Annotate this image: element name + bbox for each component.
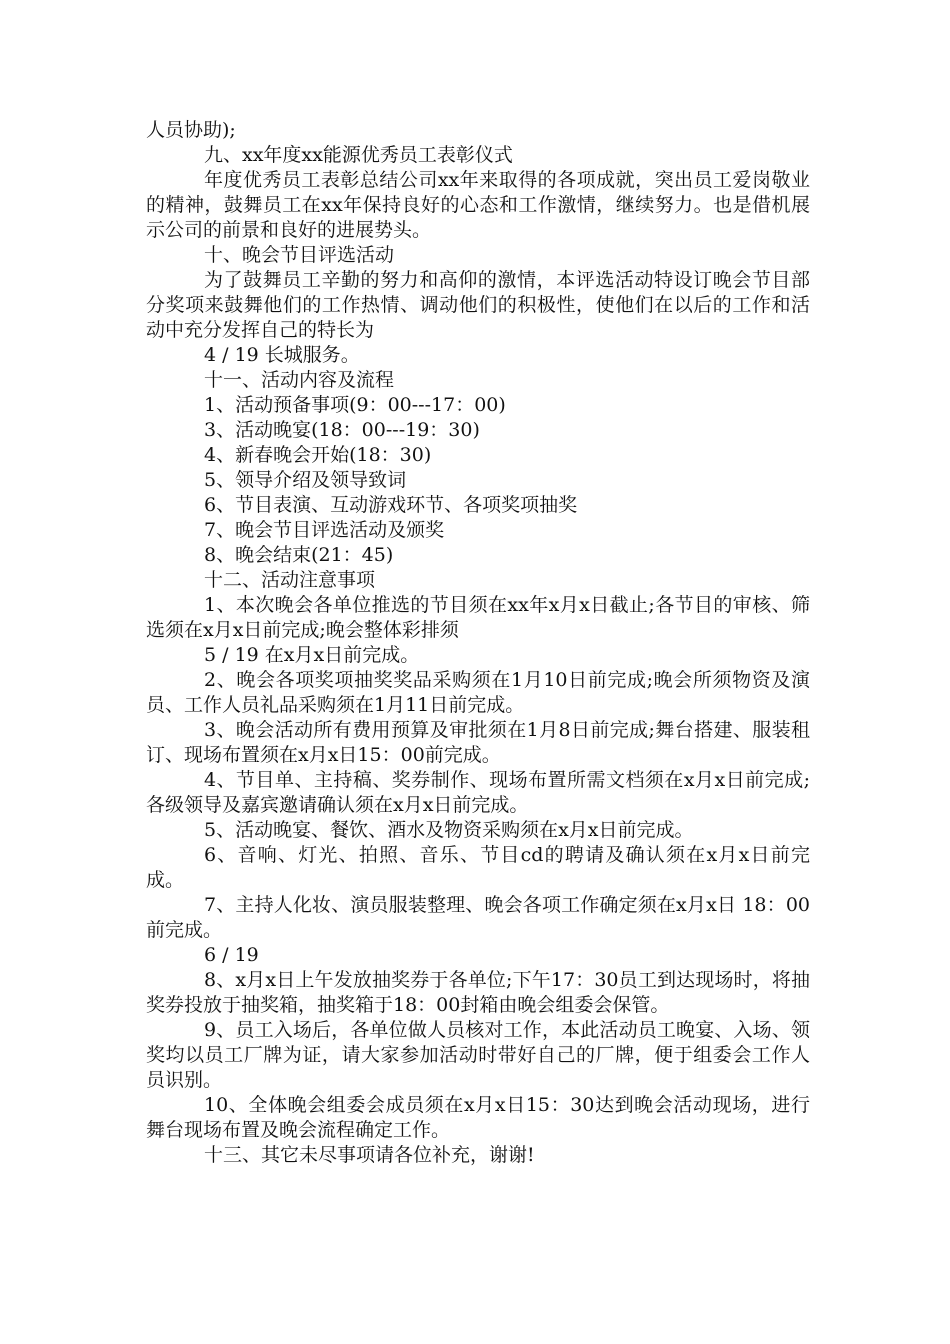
list-item: 1、活动预备事项(9：00---17：00) xyxy=(204,394,506,416)
list-item: 4、新春晚会开始(18：30) xyxy=(204,444,432,466)
page-break-marker-4: 4 / 19 长城服务。 xyxy=(204,344,360,366)
section-heading-12: 十二、活动注意事项 xyxy=(204,569,376,591)
list-item: 8、x月x日上午发放抽奖券于各单位;下午17：30员工到达现场时，将抽奖券投放于抽奖箱，抽奖箱于18：00封箱由晚会组委会保管。 xyxy=(146,969,810,1016)
paragraph-program-selection: 为了鼓舞员工辛勤的努力和高仰的激情，本评选活动特设订晚会节目部分奖项来鼓舞他们的工作热情、调动他们的积极性，使他们在以后的工作和活动中充分发挥自己的特长为 xyxy=(146,269,810,341)
list-item: 1、本次晚会各单位推选的节目须在xx年x月x日截止;各节目的审核、筛选须在x月x日前完成;晚会整体彩排须 xyxy=(146,594,810,641)
document-body xyxy=(146,118,810,1168)
page-break-marker-5: 5 / 19 在x月x日前完成。 xyxy=(204,644,420,666)
paragraph-awards: 年度优秀员工表彰总结公司xx年来取得的各项成就，突出员工爱岗敬业的精神，鼓舞员工在xx年保持良好的心态和工作激情，继续努力。也是借机展示公司的前景和良好的进展势头。 xyxy=(146,169,810,241)
list-item: 6、音响、灯光、拍照、音乐、节目cd的聘请及确认须在x月x日前完成。 xyxy=(146,844,810,891)
list-item: 8、晚会结束(21：45) xyxy=(204,544,394,566)
section-heading-10: 十、晚会节目评选活动 xyxy=(204,244,395,266)
section-heading-13: 十三、其它未尽事项请各位补充，谢谢! xyxy=(204,1144,535,1166)
page-break-marker-6: 6 / 19 xyxy=(204,944,259,966)
list-item: 10、全体晚会组委会成员须在x月x日15：30达到晚会活动现场，进行舞台现场布置及晚会流程确定工作。 xyxy=(146,1094,810,1141)
list-item: 9、员工入场后，各单位做人员核对工作，本此活动员工晚宴、入场、领奖均以员工厂牌为证，请大家参加活动时带好自己的厂牌，便于组委会工作人员识别。 xyxy=(146,1019,810,1091)
list-item: 5、活动晚宴、餐饮、酒水及物资采购须在x月x日前完成。 xyxy=(204,819,694,841)
list-item: 7、主持人化妆、演员服装整理、晚会各项工作确定须在x月x日 18：00前完成。 xyxy=(146,894,810,941)
section-heading-9: 九、xx年度xx能源优秀员工表彰仪式 xyxy=(204,144,513,166)
list-item: 4、节目单、主持稿、奖券制作、现场布置所需文档须在x月x日前完成;各级领导及嘉宾邀请确认须在x月x日前完成。 xyxy=(146,769,810,816)
section-heading-11: 十一、活动内容及流程 xyxy=(204,369,395,391)
list-item: 2、晚会各项奖项抽奖奖品采购须在1月10日前完成;晚会所须物资及演员、工作人员礼品采购须在1月11日前完成。 xyxy=(146,669,810,716)
paragraph-continuation: 人员协助); xyxy=(146,119,236,141)
list-item: 3、活动晚宴(18：00---19：30) xyxy=(204,419,480,441)
list-item: 7、晚会节目评选活动及颁奖 xyxy=(204,519,445,541)
list-item: 3、晚会活动所有费用预算及审批须在1月8日前完成;舞台搭建、服装租订、现场布置须在x月x日15：00前完成。 xyxy=(146,719,810,766)
list-item: 5、领导介绍及领导致词 xyxy=(204,469,407,491)
list-item: 6、节目表演、互动游戏环节、各项奖项抽奖 xyxy=(204,494,578,516)
